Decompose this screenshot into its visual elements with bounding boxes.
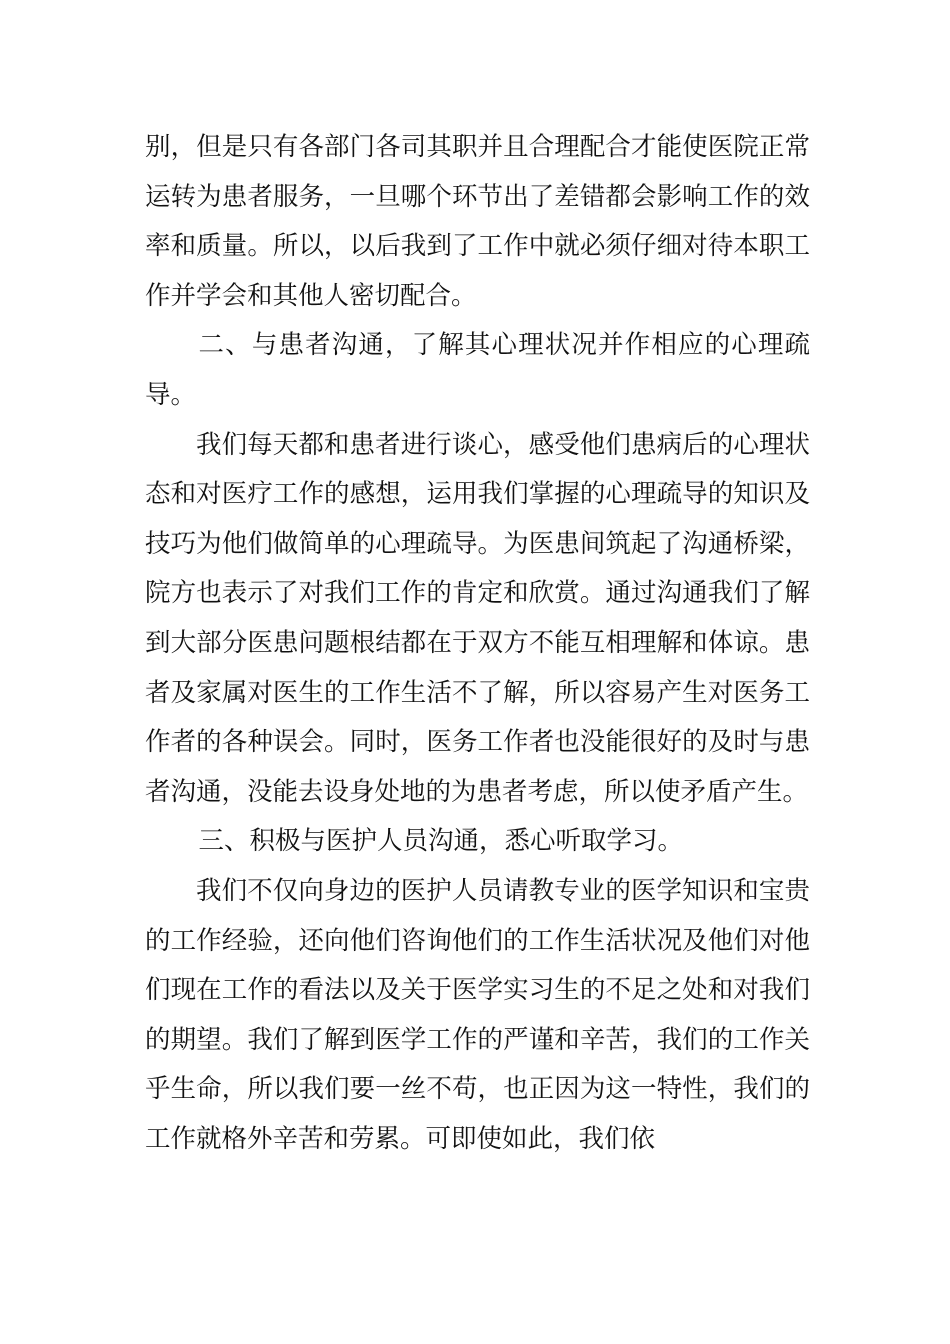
paragraph-learning: 我们不仅向身边的医护人员请教专业的医学知识和宝贵的工作经验，还向他们咨询他们的工作生活状况及他们对他们现在工作的看法以及关于医学实习生的不足之处和对我们的期望。我们了解到医学工作的严谨和辛苦，我们的工作关乎生命，所以我们要一丝不苟，也正因为这一特性，我们的工作就格外辛苦和劳累。可即使如此，我们依 [145,875,810,1154]
section-heading-two: 二、与患者沟通，了解其心理状况并作相应的心理疏导。 [145,330,810,410]
document-body [145,123,810,1164]
paragraph-continuation: 别，但是只有各部门各司其职并且合理配合才能使医院正常运转为患者服务，一旦哪个环节出了差错都会影响工作的效率和质量。所以，以后我到了工作中就必须仔细对待本职工作并学会和其他人密切配合。 [145,132,810,311]
section-heading-three: 三、积极与医护人员沟通，悉心听取学习。 [198,826,684,857]
paragraph-communication: 我们每天都和患者进行谈心，感受他们患病后的心理状态和对医疗工作的感想，运用我们掌握的心理疏导的知识及技巧为他们做简单的心理疏导。为医患间筑起了沟通桥梁，院方也表示了对我们工作的肯定和欣赏。通过沟通我们了解到大部分医患问题根结都在于双方不能互相理解和体谅。患者及家属对医生的工作生活不了解，所以容易产生对医务工作者的各种误会。同时，医务工作者也没能很好的及时与患者沟通，没能去设身处地的为患者考虑，所以使矛盾产生。 [145,429,810,807]
